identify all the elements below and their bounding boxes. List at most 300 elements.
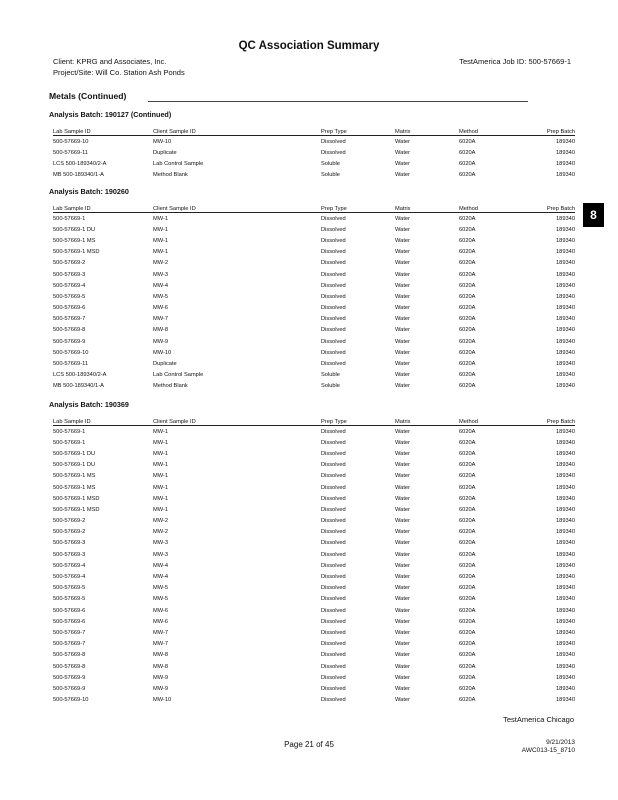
column-header-client-sample-id: Client Sample ID (153, 415, 321, 426)
cell-matrix: Water (395, 293, 410, 300)
cell-prep-batch: 189340 (556, 574, 575, 581)
table-row (53, 560, 575, 571)
cell-method: 6020A (459, 428, 476, 435)
cell-lab-sample-id: 500-57669-6 (53, 607, 86, 614)
table-row (53, 650, 575, 661)
cell-prep-batch: 189340 (556, 249, 575, 256)
cell-matrix: Water (395, 562, 410, 569)
cell-prep-type: Dissolved (321, 585, 346, 592)
cell-matrix: Water (395, 652, 410, 659)
cell-lab-sample-id: 500-57669-5 (53, 585, 86, 592)
cell-lab-sample-id: 500-57669-2 (53, 260, 86, 267)
cell-method: 6020A (459, 372, 476, 379)
cell-prep-batch: 189340 (556, 383, 575, 390)
column-header-client-sample-id: Client Sample ID (153, 202, 321, 213)
cell-client-sample-id: MW-6 (153, 305, 169, 312)
cell-matrix: Water (395, 172, 410, 179)
cell-prep-type: Dissolved (321, 540, 346, 547)
cell-prep-batch: 189340 (556, 439, 575, 446)
cell-matrix: Water (395, 372, 410, 379)
cell-method: 6020A (459, 260, 476, 267)
cell-matrix: Water (395, 462, 410, 469)
page-number: Page 21 of 45 (284, 740, 334, 749)
table-row (53, 493, 575, 504)
batch3-body (53, 426, 575, 706)
cell-matrix: Water (395, 596, 410, 603)
cell-method: 6020A (459, 316, 476, 323)
cell-lab-sample-id: 500-57669-3 (53, 540, 86, 547)
cell-prep-type: Dissolved (321, 361, 346, 368)
table-row (53, 224, 575, 235)
cell-client-sample-id: MW-5 (153, 585, 169, 592)
table-row (53, 504, 575, 515)
cell-client-sample-id: MW-6 (153, 607, 169, 614)
cell-method: 6020A (459, 249, 476, 256)
cell-prep-batch: 189340 (556, 663, 575, 670)
cell-lab-sample-id: 500-57669-1 DU (53, 462, 96, 469)
column-header-method: Method (459, 125, 523, 136)
batch1-header (53, 125, 575, 136)
cell-client-sample-id: MW-10 (153, 697, 172, 704)
cell-lab-sample-id: 500-57669-2 (53, 529, 86, 536)
cell-client-sample-id: MW-1 (153, 450, 169, 457)
cell-prep-batch: 189340 (556, 372, 575, 379)
cell-lab-sample-id: 500-57669-4 (53, 574, 86, 581)
cell-prep-type: Dissolved (321, 641, 346, 648)
cell-lab-sample-id: 500-57669-9 (53, 338, 86, 345)
column-header-method: Method (459, 202, 523, 213)
cell-lab-sample-id: 500-57669-1 (53, 439, 86, 446)
cell-matrix: Water (395, 551, 410, 558)
cell-prep-batch: 189340 (556, 282, 575, 289)
cell-prep-type: Dissolved (321, 484, 346, 491)
table-row (53, 516, 575, 527)
cell-client-sample-id: MW-10 (153, 349, 172, 356)
cell-client-sample-id: MW-5 (153, 596, 169, 603)
cell-prep-type: Soluble (321, 372, 340, 379)
table-row (53, 213, 575, 225)
cell-method: 6020A (459, 607, 476, 614)
table-row (53, 336, 575, 347)
cell-matrix: Water (395, 327, 410, 334)
batch2-header (53, 202, 575, 213)
cell-matrix: Water (395, 149, 410, 156)
cell-client-sample-id: Lab Control Sample (153, 160, 204, 167)
cell-client-sample-id: MW-4 (153, 282, 169, 289)
cell-method: 6020A (459, 540, 476, 547)
column-header-matrix: Matrix (395, 415, 459, 426)
cell-client-sample-id: MW-1 (153, 484, 169, 491)
cell-prep-type: Dissolved (321, 473, 346, 480)
table-row (53, 314, 575, 325)
cell-prep-type: Dissolved (321, 338, 346, 345)
cell-prep-type: Dissolved (321, 629, 346, 636)
cell-matrix: Water (395, 450, 410, 457)
client-name: Client: KPRG and Associates, Inc. (53, 57, 167, 66)
cell-lab-sample-id: 500-57669-11 (53, 361, 88, 368)
table-row (53, 583, 575, 594)
table-row (53, 448, 575, 459)
table-row (53, 672, 575, 683)
cell-prep-type: Dissolved (321, 618, 346, 625)
cell-method: 6020A (459, 439, 476, 446)
cell-prep-type: Dissolved (321, 226, 346, 233)
cell-matrix: Water (395, 506, 410, 513)
cell-lab-sample-id: 500-57669-7 (53, 641, 86, 648)
cell-method: 6020A (459, 450, 476, 457)
cell-prep-batch: 189340 (556, 160, 575, 167)
cell-matrix: Water (395, 518, 410, 525)
cell-prep-type: Dissolved (321, 685, 346, 692)
cell-prep-type: Dissolved (321, 674, 346, 681)
cell-method: 6020A (459, 596, 476, 603)
cell-prep-type: Dissolved (321, 439, 346, 446)
cell-matrix: Water (395, 607, 410, 614)
cell-method: 6020A (459, 327, 476, 334)
cell-matrix: Water (395, 305, 410, 312)
cell-prep-type: Dissolved (321, 215, 346, 222)
cell-prep-type: Dissolved (321, 149, 346, 156)
cell-prep-type: Dissolved (321, 237, 346, 244)
table-row (53, 347, 575, 358)
cell-prep-type: Dissolved (321, 316, 346, 323)
cell-client-sample-id: MW-9 (153, 674, 169, 681)
cell-client-sample-id: Method Blank (153, 383, 188, 390)
cell-prep-batch: 189340 (556, 506, 575, 513)
column-header-matrix: Matrix (395, 202, 459, 213)
cell-prep-batch: 189340 (556, 215, 575, 222)
cell-prep-batch: 189340 (556, 629, 575, 636)
cell-lab-sample-id: 500-57669-1 MS (53, 237, 96, 244)
cell-prep-batch: 189340 (556, 618, 575, 625)
cell-method: 6020A (459, 506, 476, 513)
cell-prep-type: Dissolved (321, 574, 346, 581)
cell-client-sample-id: MW-3 (153, 271, 169, 278)
cell-prep-type: Soluble (321, 160, 340, 167)
table-header-row (53, 125, 575, 136)
cell-lab-sample-id: 500-57669-9 (53, 685, 86, 692)
cell-prep-type: Dissolved (321, 282, 346, 289)
table-row (53, 605, 575, 616)
cell-prep-batch: 189340 (556, 450, 575, 457)
cell-matrix: Water (395, 540, 410, 547)
table-row (53, 594, 575, 605)
cell-lab-sample-id: 500-57669-6 (53, 305, 86, 312)
cell-prep-batch: 189340 (556, 260, 575, 267)
cell-lab-sample-id: 500-57669-8 (53, 327, 86, 334)
cell-prep-type: Dissolved (321, 663, 346, 670)
cell-matrix: Water (395, 641, 410, 648)
cell-lab-sample-id: 500-57669-7 (53, 316, 86, 323)
cell-client-sample-id: MW-10 (153, 138, 172, 145)
cell-prep-batch: 189340 (556, 697, 575, 704)
cell-prep-batch: 189340 (556, 641, 575, 648)
cell-lab-sample-id: MB 500-189340/1-A (53, 172, 104, 179)
cell-prep-batch: 189340 (556, 529, 575, 536)
column-header-lab-sample-id: Lab Sample ID (53, 415, 153, 426)
cell-prep-batch: 189340 (556, 338, 575, 345)
cell-method: 6020A (459, 697, 476, 704)
cell-method: 6020A (459, 305, 476, 312)
cell-prep-type: Dissolved (321, 495, 346, 502)
cell-method: 6020A (459, 160, 476, 167)
cell-prep-batch: 189340 (556, 305, 575, 312)
table-row (53, 683, 575, 694)
cell-matrix: Water (395, 138, 410, 145)
cell-lab-sample-id: 500-57669-8 (53, 663, 86, 670)
table-row (53, 269, 575, 280)
cell-method: 6020A (459, 551, 476, 558)
cell-prep-batch: 189340 (556, 316, 575, 323)
cell-method: 6020A (459, 349, 476, 356)
cell-prep-type: Soluble (321, 172, 340, 179)
table-header-row (53, 202, 575, 213)
cell-prep-type: Soluble (321, 383, 340, 390)
column-header-prep-batch: Prep Batch (523, 415, 575, 426)
cell-matrix: Water (395, 160, 410, 167)
cell-prep-type: Dissolved (321, 529, 346, 536)
column-header-lab-sample-id: Lab Sample ID (53, 125, 153, 136)
table-row (53, 426, 575, 438)
cell-matrix: Water (395, 271, 410, 278)
cell-lab-sample-id: 500-57669-1 DU (53, 226, 96, 233)
cell-prep-batch: 189340 (556, 674, 575, 681)
section-tab-badge: 8 (583, 203, 604, 227)
cell-lab-sample-id: 500-57669-10 (53, 697, 89, 704)
column-header-prep-type: Prep Type (321, 125, 395, 136)
cell-lab-sample-id: 500-57669-1 MSD (53, 495, 100, 502)
footer-lab-name: TestAmerica Chicago (503, 715, 574, 724)
cell-lab-sample-id: 500-57669-1 (53, 428, 86, 435)
cell-method: 6020A (459, 237, 476, 244)
table-row (53, 661, 575, 672)
cell-method: 6020A (459, 562, 476, 569)
cell-lab-sample-id: LCS 500-189340/2-A (53, 372, 107, 379)
table-row (53, 291, 575, 302)
table-row (53, 639, 575, 650)
cell-client-sample-id: MW-9 (153, 685, 169, 692)
cell-method: 6020A (459, 293, 476, 300)
cell-lab-sample-id: 500-57669-1 MSD (53, 249, 100, 256)
table-row (53, 460, 575, 471)
cell-prep-type: Dissolved (321, 551, 346, 558)
cell-method: 6020A (459, 674, 476, 681)
cell-matrix: Water (395, 215, 410, 222)
batch1-body (53, 136, 575, 181)
table-row (53, 280, 575, 291)
cell-lab-sample-id: 500-57669-1 MS (53, 473, 96, 480)
cell-method: 6020A (459, 361, 476, 368)
batch3-title: Analysis Batch: 190369 (49, 400, 129, 409)
cell-method: 6020A (459, 215, 476, 222)
cell-matrix: Water (395, 260, 410, 267)
cell-client-sample-id: MW-1 (153, 439, 169, 446)
table-row (53, 381, 575, 392)
cell-prep-type: Dissolved (321, 249, 346, 256)
cell-matrix: Water (395, 585, 410, 592)
cell-prep-type: Dissolved (321, 562, 346, 569)
cell-method: 6020A (459, 574, 476, 581)
cell-method: 6020A (459, 585, 476, 592)
column-header-prep-type: Prep Type (321, 202, 395, 213)
cell-client-sample-id: MW-1 (153, 249, 169, 256)
cell-prep-batch: 189340 (556, 484, 575, 491)
cell-prep-batch: 189340 (556, 172, 575, 179)
cell-lab-sample-id: 500-57669-4 (53, 562, 86, 569)
cell-matrix: Water (395, 249, 410, 256)
cell-method: 6020A (459, 652, 476, 659)
batch1-table (53, 125, 575, 181)
cell-matrix: Water (395, 428, 410, 435)
cell-prep-batch: 189340 (556, 138, 575, 145)
cell-lab-sample-id: 500-57669-3 (53, 551, 86, 558)
cell-prep-batch: 189340 (556, 596, 575, 603)
cell-lab-sample-id: LCS 500-189340/2-A (53, 160, 107, 167)
batch2-table (53, 202, 575, 392)
cell-method: 6020A (459, 149, 476, 156)
cell-matrix: Water (395, 697, 410, 704)
cell-client-sample-id: MW-8 (153, 663, 169, 670)
cell-prep-batch: 189340 (556, 495, 575, 502)
cell-method: 6020A (459, 462, 476, 469)
cell-client-sample-id: MW-1 (153, 506, 169, 513)
table-row (53, 695, 575, 706)
cell-client-sample-id: MW-1 (153, 215, 169, 222)
cell-prep-type: Dissolved (321, 697, 346, 704)
cell-method: 6020A (459, 226, 476, 233)
cell-prep-batch: 189340 (556, 607, 575, 614)
section-title: Metals (Continued) (49, 91, 127, 101)
cell-matrix: Water (395, 439, 410, 446)
cell-prep-batch: 189340 (556, 685, 575, 692)
cell-prep-type: Dissolved (321, 349, 346, 356)
batch3-table (53, 415, 575, 706)
cell-client-sample-id: Lab Control Sample (153, 372, 204, 379)
cell-client-sample-id: MW-1 (153, 473, 169, 480)
cell-prep-type: Dissolved (321, 518, 346, 525)
table-row (53, 258, 575, 269)
cell-client-sample-id: MW-1 (153, 237, 169, 244)
cell-matrix: Water (395, 685, 410, 692)
table-row (53, 325, 575, 336)
cell-method: 6020A (459, 663, 476, 670)
section-divider (148, 101, 528, 102)
cell-lab-sample-id: 500-57669-9 (53, 674, 86, 681)
table-row (53, 482, 575, 493)
cell-method: 6020A (459, 641, 476, 648)
cell-client-sample-id: MW-3 (153, 540, 169, 547)
cell-prep-type: Dissolved (321, 428, 346, 435)
cell-prep-batch: 189340 (556, 428, 575, 435)
job-id: TestAmerica Job ID: 500-57669-1 (459, 57, 571, 66)
cell-client-sample-id: MW-4 (153, 562, 169, 569)
cell-client-sample-id: MW-1 (153, 495, 169, 502)
cell-method: 6020A (459, 282, 476, 289)
cell-lab-sample-id: 500-57669-8 (53, 652, 86, 659)
table-row (53, 247, 575, 258)
column-header-client-sample-id: Client Sample ID (153, 125, 321, 136)
cell-client-sample-id: Duplicate (153, 361, 177, 368)
cell-matrix: Water (395, 361, 410, 368)
cell-prep-batch: 189340 (556, 462, 575, 469)
cell-method: 6020A (459, 518, 476, 525)
cell-client-sample-id: MW-7 (153, 316, 169, 323)
cell-prep-type: Dissolved (321, 138, 346, 145)
cell-lab-sample-id: 500-57669-5 (53, 596, 86, 603)
cell-lab-sample-id: MB 500-189340/1-A (53, 383, 104, 390)
table-row (53, 616, 575, 627)
table-row (53, 627, 575, 638)
cell-matrix: Water (395, 618, 410, 625)
table-row (53, 303, 575, 314)
column-header-method: Method (459, 415, 523, 426)
cell-method: 6020A (459, 172, 476, 179)
cell-client-sample-id: MW-7 (153, 641, 169, 648)
cell-client-sample-id: MW-9 (153, 338, 169, 345)
batch1-title: Analysis Batch: 190127 (Continued) (49, 110, 172, 119)
cell-client-sample-id: Method Blank (153, 172, 188, 179)
cell-lab-sample-id: 500-57669-2 (53, 518, 86, 525)
cell-matrix: Water (395, 674, 410, 681)
column-header-matrix: Matrix (395, 125, 459, 136)
table-row (53, 147, 575, 158)
column-header-lab-sample-id: Lab Sample ID (53, 202, 153, 213)
cell-matrix: Water (395, 484, 410, 491)
cell-prep-batch: 189340 (556, 237, 575, 244)
cell-matrix: Water (395, 237, 410, 244)
cell-matrix: Water (395, 383, 410, 390)
cell-prep-type: Dissolved (321, 506, 346, 513)
cell-lab-sample-id: 500-57669-5 (53, 293, 86, 300)
cell-prep-type: Dissolved (321, 260, 346, 267)
cell-client-sample-id: MW-6 (153, 618, 169, 625)
batch2-title: Analysis Batch: 190260 (49, 187, 129, 196)
table-header-row (53, 415, 575, 426)
column-header-prep-batch: Prep Batch (523, 202, 575, 213)
cell-matrix: Water (395, 495, 410, 502)
cell-method: 6020A (459, 338, 476, 345)
cell-lab-sample-id: 500-57669-6 (53, 618, 86, 625)
table-row (53, 571, 575, 582)
cell-prep-batch: 189340 (556, 293, 575, 300)
cell-method: 6020A (459, 473, 476, 480)
cell-client-sample-id: MW-3 (153, 551, 169, 558)
cell-matrix: Water (395, 574, 410, 581)
cell-prep-batch: 189340 (556, 361, 575, 368)
table-row (53, 170, 575, 181)
table-row (53, 527, 575, 538)
cell-matrix: Water (395, 282, 410, 289)
cell-prep-type: Dissolved (321, 607, 346, 614)
cell-client-sample-id: MW-8 (153, 327, 169, 334)
cell-lab-sample-id: 500-57669-3 (53, 271, 86, 278)
batch2-body (53, 213, 575, 393)
cell-lab-sample-id: 500-57669-10 (53, 138, 89, 145)
table-row (53, 370, 575, 381)
cell-client-sample-id: MW-2 (153, 518, 169, 525)
cell-prep-type: Dissolved (321, 652, 346, 659)
cell-client-sample-id: MW-8 (153, 652, 169, 659)
cell-prep-batch: 189340 (556, 540, 575, 547)
cell-prep-type: Dissolved (321, 327, 346, 334)
cell-prep-type: Dissolved (321, 450, 346, 457)
footer-doc-id: AWC013-15_8710 (521, 747, 575, 754)
cell-lab-sample-id: 500-57669-7 (53, 629, 86, 636)
cell-prep-batch: 189340 (556, 473, 575, 480)
cell-method: 6020A (459, 271, 476, 278)
cell-client-sample-id: MW-1 (153, 462, 169, 469)
batch3-header (53, 415, 575, 426)
